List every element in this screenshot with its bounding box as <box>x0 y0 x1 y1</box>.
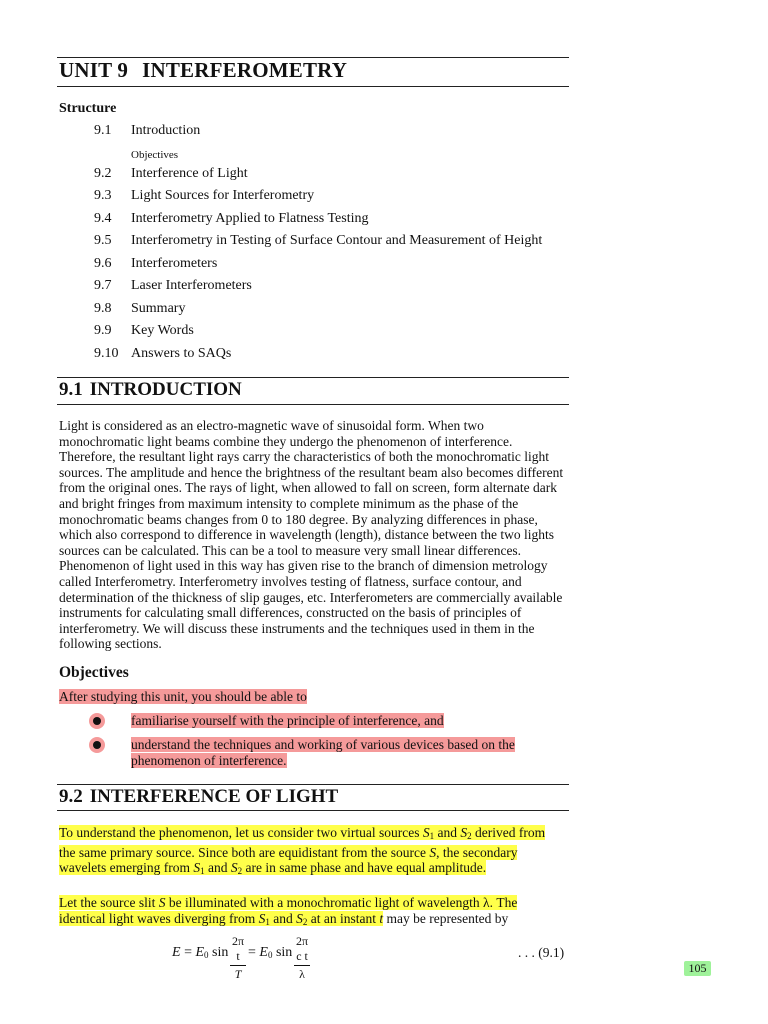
section-number: 9.2 <box>59 786 83 807</box>
symbol-e: E <box>172 945 181 960</box>
toc-item-number: 9.6 <box>94 255 112 271</box>
fraction-denominator: T <box>234 967 242 981</box>
fraction-2 <box>294 934 310 982</box>
top-rule <box>57 57 569 58</box>
subscript: 1 <box>265 916 270 927</box>
unit-title-underline <box>57 86 569 87</box>
equals-sign: = <box>180 945 196 960</box>
text-run: derived from the same primary source. Since both are equidistant from the source <box>59 825 546 860</box>
unit-title <box>59 58 347 83</box>
symbol-letter: S <box>230 860 238 876</box>
fraction-numerator: 2π c t <box>294 934 310 966</box>
interference-paragraph-2 <box>59 895 559 930</box>
equals-sign: = <box>248 945 260 960</box>
toc-item-number: 9.5 <box>94 233 112 248</box>
symbol-s1 <box>259 911 270 926</box>
fraction-1 <box>230 934 246 982</box>
objective-item <box>131 713 444 729</box>
toc-item-label: Key Words <box>131 323 194 338</box>
subscript: 1 <box>429 831 435 841</box>
bullet-icon <box>93 717 101 725</box>
toc-item-label: Interferometry Applied to Flatness Testing <box>131 210 369 226</box>
interference-paragraph-1 <box>59 825 549 880</box>
fraction-denominator: λ <box>299 967 305 981</box>
symbol-letter: S <box>422 825 430 840</box>
subscript: 2 <box>302 916 308 927</box>
introduction-paragraph: Light is considered as an electro-magnetic wave of sinusoidal form. When two monochromatic light beams combine they undergo the phenomenon of interference. Therefore, the resultant light rays carry the characteristics of both the monochromatic light sources. The amplitude and hence the brightness of the resultant beam also becomes different from the original ones. The rays of light, when allowed to fall on screen, form alternate dark and bright fringes from maximum intensity to complete minimum as the phase of the monochromatic beams changes from 0 to 180 degree. By analyzing differences in phase, which also correspond to difference in wavelength (length), distance between the two lights sources can be calculated. This can be a tool to measure very small linear differences. Phenomenon of light used in this way has given rise to the branch of dimension metrology called Interferometry. Interferometry involves testing of flatness, surface contour, and determination of the thickness of slip gauges, etc. Interferometers are commercially available instruments for calculating small differences, constructed on the basis of principles of interferometry. We will discuss these instruments and the techniques used in them in the following sections. <box>59 418 564 652</box>
symbol-t: t <box>379 910 384 926</box>
structure-heading: Structure <box>59 101 117 116</box>
symbol-e0: E <box>195 945 205 960</box>
highlighted-text: After studying this unit, you should be able to <box>59 689 307 704</box>
section-title: INTRODUCTION <box>89 379 242 400</box>
objectives-heading: Objectives <box>59 664 129 681</box>
text-run: and <box>269 910 297 926</box>
symbol-s2 <box>231 860 242 875</box>
toc-item-label: Laser Interferometers <box>131 278 252 293</box>
symbol-s1 <box>193 860 204 875</box>
toc-item-number: 9.9 <box>94 323 112 338</box>
toc-item-number: 9.1 <box>94 123 112 138</box>
symbol-e0: E <box>259 945 268 960</box>
equation-number: . . . (9.1) <box>518 945 565 960</box>
toc-item-number: 9.2 <box>94 165 112 181</box>
objective-item <box>131 737 551 769</box>
toc-item-label: Introduction <box>131 123 201 138</box>
symbol-letter: S <box>296 910 303 926</box>
text-run: Let the source slit <box>59 895 159 910</box>
text-run: To understand the phenomenon, let us consider two virtual sources <box>59 825 423 840</box>
toc-item-number: 9.8 <box>94 300 112 316</box>
symbol-s: S <box>429 844 437 860</box>
toc-item-label: Light Sources for Interferometry <box>131 188 315 203</box>
toc-item-number: 9.3 <box>94 188 112 203</box>
symbol-letter: S <box>460 825 468 840</box>
symbol-letter: S <box>258 910 266 926</box>
equation-rhs <box>248 945 292 961</box>
section-rule-bottom <box>57 810 569 811</box>
page-number-badge: 105 <box>684 961 711 976</box>
section-heading-interference <box>59 786 338 808</box>
toc-item-label: Interferometry in Testing of Surface Contour and Measurement of Height <box>131 233 543 248</box>
objectives-lead <box>59 689 307 705</box>
symbol-s2 <box>460 825 471 840</box>
symbol-s1 <box>423 825 434 840</box>
subscript: 0 <box>204 950 209 960</box>
toc-item-number: 9.4 <box>94 210 112 226</box>
section-rule-top <box>57 784 569 785</box>
symbol-letter: S <box>193 860 201 876</box>
symbol-s2 <box>296 911 307 926</box>
highlighted-text: understand the techniques and working of various devices based on the phenomenon of interference. <box>131 737 515 768</box>
toc-item-label: Interference of Light <box>131 165 248 181</box>
text-run: are in same phase and have equal amplitude. <box>242 860 487 876</box>
subscript: 2 <box>237 866 243 877</box>
subscript: 1 <box>200 866 205 877</box>
text-run: and <box>434 825 461 840</box>
section-rule-bottom <box>57 404 569 405</box>
text-run: may be represented by <box>383 910 509 926</box>
text-run: be illuminated with a monochromatic light of wavelength λ. The identical light waves diverging from <box>59 895 518 926</box>
text-run: and <box>204 860 231 876</box>
section-title: INTERFERENCE OF LIGHT <box>89 786 339 807</box>
text-run: at an instant <box>307 910 380 926</box>
subscript: 0 <box>267 950 273 960</box>
section-rule-top <box>57 377 569 378</box>
section-number: 9.1 <box>59 379 83 400</box>
highlighted-text: familiarise yourself with the principle of interference, and <box>131 713 444 728</box>
highlighted-text <box>59 825 545 875</box>
toc-item-number: 9.7 <box>94 278 112 293</box>
toc-item-label: Answers to SAQs <box>131 345 232 361</box>
symbol-s: S <box>158 895 166 910</box>
bullet-icon <box>93 741 101 749</box>
unit-number: UNIT 9 <box>59 58 129 82</box>
section-heading-introduction <box>59 379 242 401</box>
toc-item-number: 9.10 <box>94 345 119 361</box>
toc-item-label: Summary <box>131 300 186 316</box>
text-run: , the secondary wavelets emerging from <box>59 844 518 876</box>
sin-function: sin <box>208 945 229 960</box>
toc-subitem-label: Objectives <box>131 148 179 161</box>
unit-title-text: INTERFEROMETRY <box>142 58 348 82</box>
equation-lhs <box>172 945 228 961</box>
sin-function: sin <box>272 945 293 960</box>
subscript: 2 <box>467 831 472 841</box>
toc-item-label: Interferometers <box>131 255 218 271</box>
fraction-numerator: 2π t <box>230 934 246 966</box>
